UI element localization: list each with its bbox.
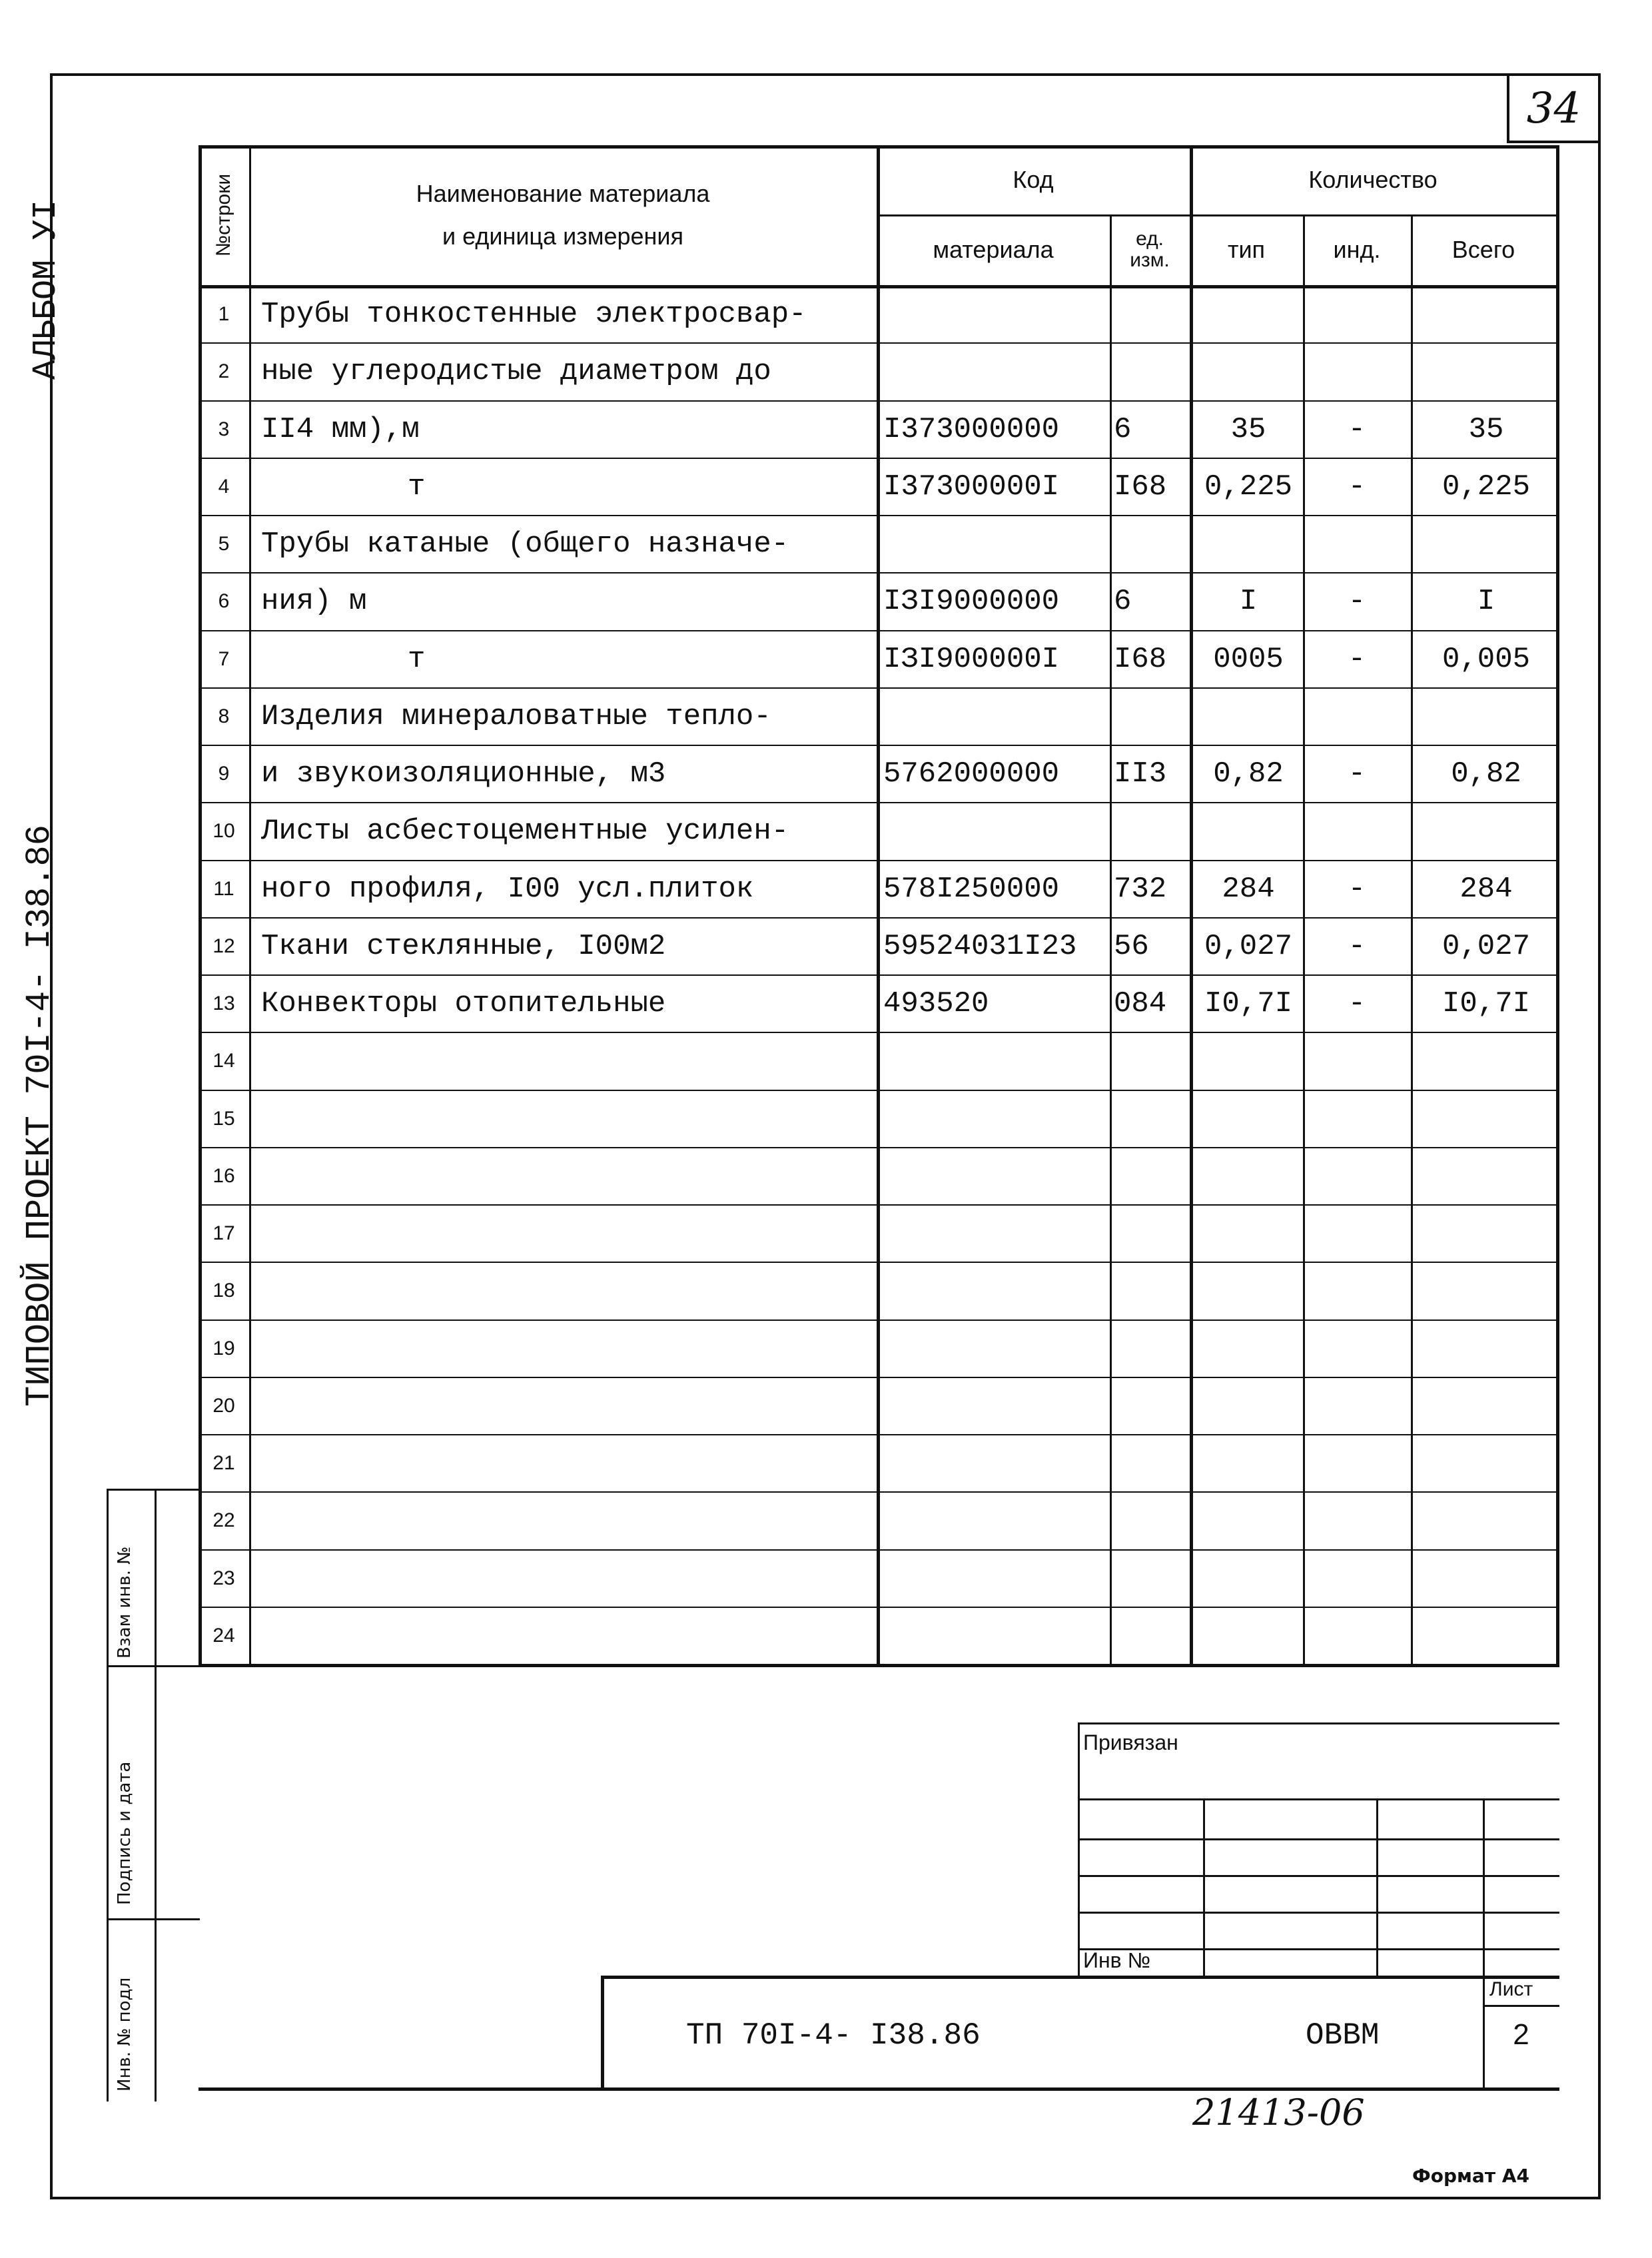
cell-code: 493520 (883, 987, 989, 1020)
row-number: 1 (218, 303, 230, 325)
handwritten-number: 21413-06 (1192, 2091, 1365, 2133)
cell-type: 0005 (1213, 642, 1284, 676)
row-number: 21 (212, 1452, 235, 1474)
row-number: 23 (212, 1567, 235, 1589)
row-number: 12 (212, 935, 235, 957)
cell-type: І0,7І (1204, 987, 1293, 1020)
row-divider (199, 1319, 1557, 1321)
row-divider (199, 1607, 1557, 1608)
cell-code: І37300000І (883, 470, 1060, 504)
cell-name: т (408, 470, 426, 504)
cell-ind: - (1348, 872, 1366, 906)
cell-total: 0,225 (1442, 470, 1531, 504)
cell-unit: 732 (1114, 872, 1167, 906)
cell-unit: ІІ3 (1114, 757, 1167, 791)
cell-total: 284 (1459, 872, 1513, 906)
stamp-label-inv: Инв. № подл (115, 1977, 135, 2091)
cell-name: ния) м (261, 585, 367, 619)
stamp-label-vzam: Взам инв. № (115, 1546, 135, 1659)
cell-name: и звукоизоляционные, м3 (261, 757, 666, 791)
row-divider (199, 1434, 1557, 1435)
row-number: 17 (212, 1222, 235, 1244)
cell-name: т (408, 642, 426, 676)
sheet-label: Лист (1489, 1978, 1533, 2000)
cell-total: 0,027 (1442, 929, 1531, 963)
stamp-label-podpis: Подпись и дата (115, 1761, 135, 1905)
row-number: 5 (218, 533, 230, 555)
row-number: 22 (212, 1509, 235, 1532)
row-number: 24 (212, 1624, 235, 1647)
cell-type: 35 (1230, 412, 1266, 446)
cell-unit: І68 (1114, 642, 1167, 676)
header-qty-ind: инд. (1333, 236, 1381, 263)
row-number: 2 (218, 360, 230, 383)
cell-type: 0,225 (1204, 470, 1293, 504)
row-number: 4 (218, 475, 230, 498)
sheet-number: 2 (1513, 2018, 1529, 2051)
row-divider (199, 1204, 1557, 1206)
cell-type: 0,027 (1204, 929, 1293, 963)
row-number: 16 (212, 1164, 235, 1187)
row-divider (199, 1549, 1557, 1551)
cell-ind: - (1348, 412, 1366, 446)
header-row-no: №строки (212, 173, 234, 257)
row-number: 7 (218, 647, 230, 670)
cell-name: Трубы тонкостенные электросвар- (261, 298, 807, 331)
cell-ind: - (1348, 929, 1366, 963)
inv-no-label: Инв № (1083, 1948, 1150, 1972)
cell-total: 35 (1468, 412, 1504, 446)
cell-type: І (1239, 585, 1258, 619)
cell-name: Листы асбестоцементные усилен- (261, 815, 789, 849)
cell-name: ные углеродистые диаметром до (261, 355, 771, 389)
row-number: 6 (218, 590, 230, 613)
header-qty-group: Количество (1308, 166, 1438, 193)
cell-unit: 084 (1114, 987, 1167, 1020)
row-divider (199, 1491, 1557, 1493)
header-code-material: материала (933, 236, 1054, 263)
row-divider (199, 1147, 1557, 1148)
header-name: Наименование материала и единица измерения (416, 180, 710, 250)
format-label: Формат А4 (1412, 2165, 1529, 2187)
cell-code: 578І250000 (883, 872, 1060, 906)
cell-unit: І68 (1114, 470, 1167, 504)
header-qty-total: Всего (1451, 236, 1515, 263)
row-number: 19 (212, 1337, 235, 1359)
cell-ind: - (1348, 987, 1366, 1020)
row-number: 13 (212, 992, 235, 1014)
header-code-unit: ед. изм. (1130, 228, 1170, 271)
cell-ind: - (1348, 585, 1366, 619)
cell-total: І0,7І (1442, 987, 1531, 1020)
cell-name: ного профиля, І00 усл.плиток (261, 872, 754, 906)
row-divider (199, 1262, 1557, 1263)
cell-name: Трубы катаные (общего назначе- (261, 528, 789, 561)
row-number: 15 (212, 1107, 235, 1130)
privyazan-label: Привязан (1083, 1730, 1178, 1754)
cell-name: Ткани стеклянные, І00м2 (261, 929, 666, 963)
cell-total: І (1477, 585, 1495, 619)
cell-ind: - (1348, 470, 1366, 504)
header-code-group: Код (1013, 166, 1054, 193)
doc-code: ТП 70І-4- І38.86 (686, 2018, 981, 2053)
cell-unit: 6 (1114, 585, 1132, 619)
row-divider (199, 1090, 1557, 1091)
row-number: 9 (218, 763, 230, 785)
cell-code: ІЗІ900000І (883, 642, 1060, 676)
cell-total: 0,005 (1442, 642, 1531, 676)
cell-code: І373000000 (883, 412, 1060, 446)
row-number: 11 (213, 877, 234, 900)
row-number: 10 (212, 820, 235, 843)
cell-code: 5762000000 (883, 757, 1060, 791)
cell-unit: 56 (1114, 929, 1149, 963)
cell-ind: - (1348, 757, 1366, 791)
cell-code: 59524031І23 (883, 929, 1077, 963)
cell-code: ІЗІ9000000 (883, 585, 1060, 619)
cell-type: 284 (1222, 872, 1275, 906)
cell-name: ІІ4 мм),м (261, 412, 420, 446)
row-number: 14 (212, 1050, 235, 1072)
row-number: 20 (212, 1394, 235, 1417)
cell-type: 0,82 (1213, 757, 1284, 791)
cell-name: Изделия минераловатные тепло- (261, 699, 771, 733)
page-number: 34 (1526, 83, 1581, 133)
row-number: 8 (218, 705, 230, 727)
row-divider (199, 1377, 1557, 1378)
cell-unit: 6 (1114, 412, 1132, 446)
doc-mark: ОВВМ (1306, 2018, 1380, 2053)
cell-total: 0,82 (1451, 757, 1521, 791)
row-number: 3 (218, 418, 230, 440)
side-project-label: ТИПОВОЙ ПРОЕКТ 70І-4- І38.86 (20, 825, 59, 1407)
cell-name: Конвекторы отопительные (261, 987, 666, 1020)
side-album-label: АЛЬБОМ УІ (27, 199, 65, 380)
header-qty-type: тип (1227, 236, 1266, 263)
row-number: 18 (212, 1280, 235, 1302)
cell-ind: - (1348, 642, 1366, 676)
